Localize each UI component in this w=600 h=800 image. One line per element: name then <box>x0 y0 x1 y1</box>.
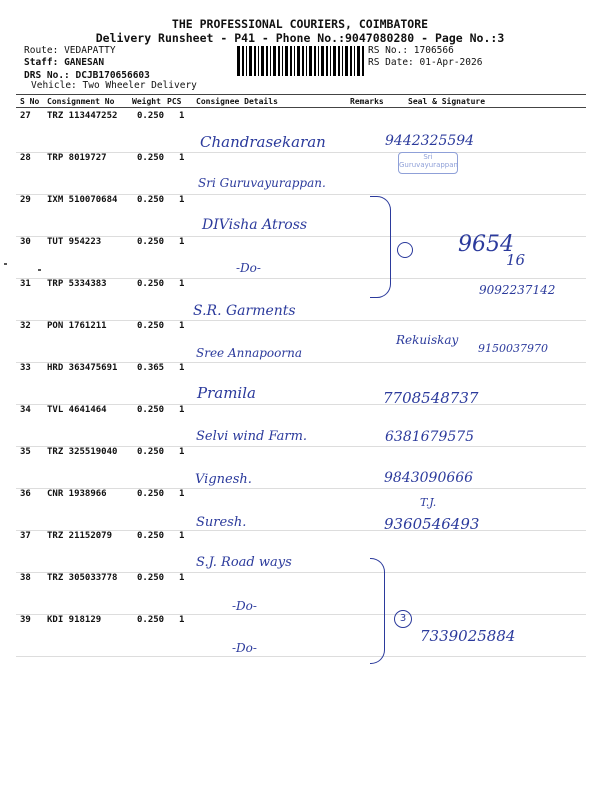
barcode-bar <box>282 46 283 76</box>
row-pcs: 1 <box>179 405 185 415</box>
barcode <box>237 46 365 76</box>
row-pcs: 1 <box>179 573 185 583</box>
barcode-bar <box>266 46 268 76</box>
barcode-bar <box>270 46 271 76</box>
handwritten-signature: 7708548737 <box>383 389 479 407</box>
barcode-bar <box>345 46 348 76</box>
row-pcs: 1 <box>179 195 185 205</box>
row-consignment-no: IXM 510070684 <box>47 195 118 205</box>
row-weight: 0.365 <box>137 363 165 373</box>
barcode-bar <box>290 46 292 76</box>
vehicle-value: Two Wheeler Delivery <box>82 80 197 91</box>
table-top-rule <box>16 94 586 95</box>
barcode-bar <box>254 46 256 76</box>
col-header-sno: S No <box>20 97 40 106</box>
handwritten-consignee: Sree Annapoorna <box>196 346 303 360</box>
handwritten-consignee: DIVisha Atross <box>202 217 308 233</box>
table-row <box>16 488 586 531</box>
row-sno: 31 <box>20 279 31 289</box>
row-weight: 0.250 <box>137 153 165 163</box>
col-header-weight: Weight <box>132 97 161 106</box>
staff-label: Staff: <box>24 57 59 68</box>
barcode-bar <box>246 46 247 76</box>
vehicle-line <box>31 80 197 91</box>
row-weight: 0.250 <box>137 195 165 205</box>
row-pcs: 1 <box>179 615 185 625</box>
barcode-bar <box>318 46 319 76</box>
row-pcs: 1 <box>179 321 185 331</box>
col-header-seal: Seal & Signature <box>408 97 486 106</box>
table-row <box>16 530 586 573</box>
initials-circle <box>397 242 413 258</box>
row-weight: 0.250 <box>137 321 165 331</box>
handwritten-consignee: Chandrasekaran <box>200 133 326 151</box>
row-sno: 28 <box>20 153 31 163</box>
handwritten-signature: 9092237142 <box>479 283 556 297</box>
handwritten-signature: 6381679575 <box>385 429 475 445</box>
row-weight: 0.250 <box>137 447 165 457</box>
barcode-bar <box>278 46 280 76</box>
row-consignment-no: TRZ 325519040 <box>47 447 118 457</box>
table-row <box>16 362 586 405</box>
scan-speck <box>38 269 41 271</box>
row-pcs: 1 <box>179 363 185 373</box>
row-pcs: 1 <box>179 279 185 289</box>
row-consignment-no: KDI 918129 <box>47 615 102 625</box>
row-consignment-no: TRP 8019727 <box>47 153 107 163</box>
barcode-bar <box>249 46 252 76</box>
table-row <box>16 446 586 489</box>
row-sno: 35 <box>20 447 31 457</box>
handwritten-consignee: -Do- <box>232 599 257 613</box>
rs-date-line <box>368 57 482 68</box>
row-sno: 32 <box>20 321 31 331</box>
rs-no-line <box>368 45 454 56</box>
barcode-bar <box>237 46 240 76</box>
row-weight: 0.250 <box>137 111 165 121</box>
row-consignment-no: TRP 5334383 <box>47 279 107 289</box>
row-pcs: 1 <box>179 447 185 457</box>
row-consignment-no: CNR 1938966 <box>47 489 107 499</box>
row-weight: 0.250 <box>137 279 165 289</box>
page-subtitle: Delivery Runsheet - P41 - Phone No.:9047080280 - Page No.:3 <box>95 31 505 45</box>
barcode-bar <box>338 46 340 76</box>
barcode-bar <box>309 46 312 76</box>
row-sno: 30 <box>20 237 31 247</box>
handwritten-bracket <box>370 558 385 664</box>
handwritten-signature: 9360546493 <box>384 515 480 533</box>
barcode-bar <box>285 46 288 76</box>
row-pcs: 1 <box>179 531 185 541</box>
table-row <box>16 572 586 615</box>
handwritten-signature: 7339025884 <box>420 627 516 645</box>
row-weight: 0.250 <box>137 489 165 499</box>
row-weight: 0.250 <box>137 405 165 415</box>
row-weight: 0.250 <box>137 573 165 583</box>
vehicle-label: Vehicle: <box>31 80 77 91</box>
row-sno: 34 <box>20 405 31 415</box>
circled-number: 3 <box>394 610 412 628</box>
barcode-bar <box>306 46 307 76</box>
drs-value: DCJB170656603 <box>75 70 150 81</box>
handwritten-consignee: S.R. Garments <box>193 303 296 319</box>
barcode-bar <box>261 46 264 76</box>
handwritten-signature: 9150037970 <box>478 342 548 355</box>
barcode-bar <box>330 46 331 76</box>
barcode-bar <box>326 46 328 76</box>
handwritten-signature: T.J. <box>420 496 437 509</box>
barcode-bar <box>302 46 304 76</box>
handwritten-consignee: Vignesh. <box>195 472 252 487</box>
handwritten-signature: 9442325594 <box>385 133 475 149</box>
row-consignment-no: TRZ 305033778 <box>47 573 118 583</box>
barcode-bar <box>350 46 352 76</box>
barcode-bar <box>294 46 295 76</box>
row-weight: 0.250 <box>137 615 165 625</box>
rs-no-label: RS No.: <box>368 45 409 56</box>
handwritten-consignee: Suresh. <box>196 515 247 530</box>
row-consignment-no: HRD 363475691 <box>47 363 118 373</box>
route-value: VEDAPATTY <box>64 45 116 56</box>
barcode-bar <box>354 46 355 76</box>
route-line <box>24 45 116 56</box>
row-weight: 0.250 <box>137 237 165 247</box>
rs-date-label: RS Date: <box>368 57 414 68</box>
row-sno: 27 <box>20 111 31 121</box>
barcode-bar <box>314 46 316 76</box>
drs-label: DRS No.: <box>24 70 70 81</box>
handwritten-consignee: S.J. Road ways <box>196 555 292 570</box>
col-header-remarks: Remarks <box>350 97 384 106</box>
table-head-rule <box>16 107 586 108</box>
row-weight: 0.250 <box>137 531 165 541</box>
seal-stamp: Sri Guruvayurappan <box>398 152 458 174</box>
barcode-bar <box>321 46 324 76</box>
handwritten-signature: 9843090666 <box>384 470 474 486</box>
row-sno: 33 <box>20 363 31 373</box>
row-pcs: 1 <box>179 153 185 163</box>
col-header-consignee: Consignee Details <box>196 97 278 106</box>
row-pcs: 1 <box>179 111 185 121</box>
row-sno: 38 <box>20 573 31 583</box>
route-label: Route: <box>24 45 59 56</box>
rs-date-value: 01-Apr-2026 <box>419 57 483 68</box>
handwritten-consignee: -Do- <box>236 261 261 275</box>
rs-no-value: 1706566 <box>413 45 454 56</box>
row-sno: 39 <box>20 615 31 625</box>
col-header-pcs: PCS <box>167 97 182 106</box>
handwritten-consignee: Sri Guruvayurappan. <box>198 176 326 190</box>
handwritten-consignee: Selvi wind Farm. <box>196 429 308 444</box>
handwritten-bracket <box>370 196 391 298</box>
barcode-bar <box>258 46 259 76</box>
row-consignment-no: TRZ 113447252 <box>47 111 118 121</box>
staff-value: GANESAN <box>64 57 105 68</box>
row-consignment-no: TUT 954223 <box>47 237 102 247</box>
page-title: THE PROFESSIONAL COURIERS, COIMBATORE <box>171 17 429 31</box>
barcode-bar <box>273 46 276 76</box>
row-consignment-no: TRZ 21152079 <box>47 531 113 541</box>
handwritten-consignee: -Do- <box>232 641 257 655</box>
handwritten-consignee: Pramila <box>197 384 256 402</box>
scan-speck <box>4 263 7 265</box>
barcode-bar <box>242 46 244 76</box>
handwritten-signature: 16 <box>506 251 526 269</box>
handwritten-signature: 9654 <box>458 232 514 257</box>
row-sno: 29 <box>20 195 31 205</box>
barcode-bar <box>357 46 360 76</box>
row-consignment-no: PON 1761211 <box>47 321 107 331</box>
barcode-bar <box>362 46 364 76</box>
handwritten-signature: Rekuiskay <box>396 333 459 347</box>
row-pcs: 1 <box>179 489 185 499</box>
row-sno: 37 <box>20 531 31 541</box>
row-consignment-no: TVL 4641464 <box>47 405 107 415</box>
barcode-bar <box>333 46 336 76</box>
row-pcs: 1 <box>179 237 185 247</box>
barcode-bar <box>342 46 343 76</box>
staff-line <box>24 57 104 68</box>
row-sno: 36 <box>20 489 31 499</box>
col-header-consignment: Consignment No <box>47 97 115 106</box>
barcode-bar <box>297 46 300 76</box>
